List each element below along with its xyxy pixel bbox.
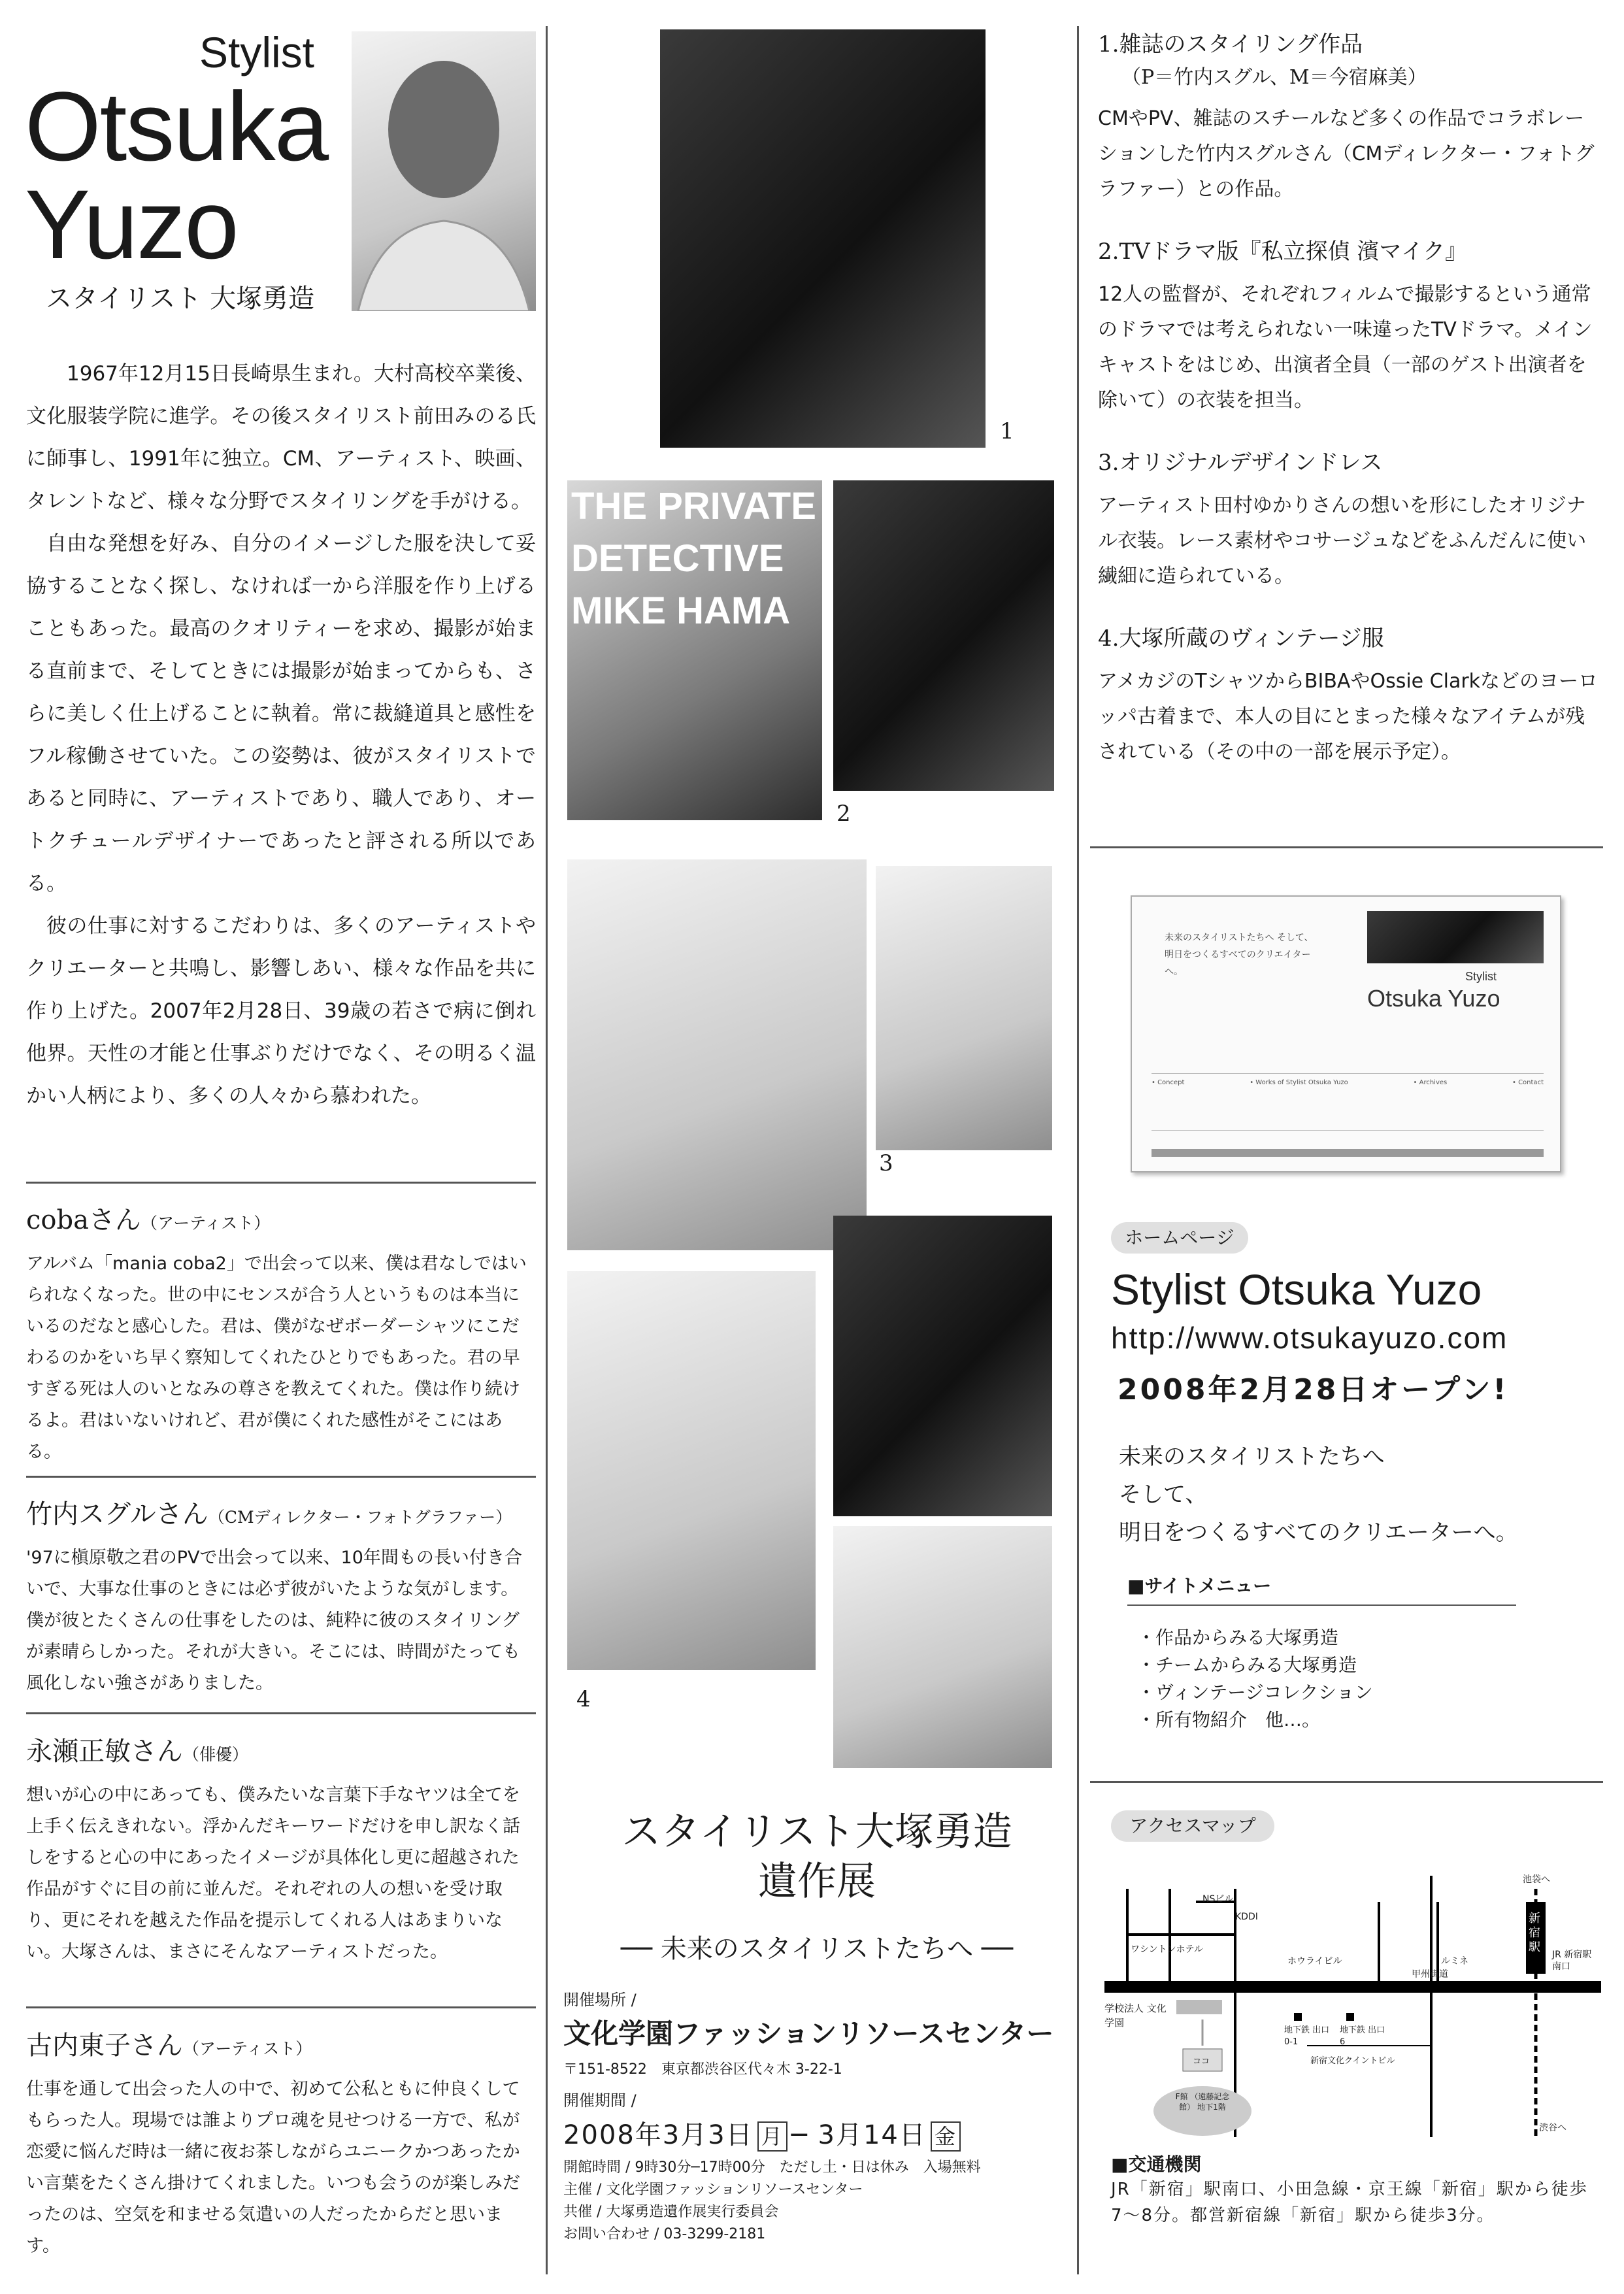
photo-4-coat bbox=[567, 1271, 816, 1670]
comment-block bbox=[26, 1493, 536, 1699]
access-map bbox=[1104, 1863, 1601, 2144]
comment-role: （俳優） bbox=[183, 1745, 249, 1764]
map-label-bunka: 新宿文化クイントビル bbox=[1310, 2056, 1395, 2066]
portrait-silhouette-icon bbox=[352, 31, 536, 311]
poster-line: MIKE HAMA bbox=[571, 590, 791, 632]
site-banner-photo bbox=[1367, 911, 1544, 963]
photo-4-jacket bbox=[833, 1216, 1052, 1516]
contact: お問い合わせ / 03-3299-2181 bbox=[563, 2226, 766, 2242]
comment-divider bbox=[26, 1712, 536, 1714]
photo-1-magazine bbox=[660, 29, 986, 448]
work-item bbox=[1098, 233, 1601, 418]
access-label: アクセスマップ bbox=[1111, 1810, 1274, 1842]
menu-divider bbox=[1127, 1604, 1516, 1606]
comment-block bbox=[26, 1199, 536, 1468]
period-start: 2008年3月3日 bbox=[563, 2120, 754, 2150]
site-stylist: Stylist bbox=[1465, 970, 1497, 983]
venue-label: 開催場所 / bbox=[563, 1991, 637, 2009]
comment-block bbox=[26, 1731, 536, 1968]
day-box: 月 bbox=[757, 2121, 787, 2152]
site-menu-entry: ・所有物紹介 他…。 bbox=[1137, 1709, 1321, 1731]
work-heading: 2.TVドラマ版『私立探偵 濱マイク』 bbox=[1098, 239, 1468, 265]
site-menu-list bbox=[1137, 1624, 1373, 1734]
work-text: アーティスト田村ゆかりさんの想いを形にしたオリジナル衣装。レース素材やコサージュなどをふんだんに使い繊細に造られている。 bbox=[1098, 494, 1587, 588]
map-label-gakko: 学校法人 文化学園 bbox=[1104, 2003, 1167, 2029]
cosponsor: 共催 / 大塚勇造遺作展実行委員会 bbox=[563, 2204, 779, 2220]
site-tagline: 未来のスタイリストたちへ そして、 明日をつくるすべてのクリエイターへ。 bbox=[1165, 933, 1314, 977]
photo-number: 4 bbox=[576, 1686, 591, 1712]
period-dates bbox=[563, 2114, 1073, 2152]
photo-2-actor bbox=[833, 480, 1054, 791]
exhibition-title-line: 遺作展 bbox=[758, 1859, 876, 1904]
map-label-shinjuku: 新宿駅 bbox=[1529, 1912, 1540, 1954]
work-text: アメカジのTシャツからBIBAやOssie Clarkなどのヨーロッパ古着まで、本人の目にとまった様々なアイテムが残されている（その中の一部を展示予定）。 bbox=[1098, 670, 1599, 763]
map-label-exit6: 地下鉄 出口 6 bbox=[1340, 2025, 1385, 2047]
stylist-label: Stylist bbox=[199, 28, 315, 76]
portrait-photo bbox=[352, 31, 536, 311]
map-label-ikebukuro: 池袋へ bbox=[1523, 1874, 1550, 1885]
photo-number: 2 bbox=[837, 801, 851, 827]
organizer: 主催 / 文化学園ファッションリソースセンター bbox=[563, 2182, 863, 2198]
work-item bbox=[1098, 26, 1601, 207]
site-menu-item: • Contact bbox=[1512, 1079, 1544, 1086]
comment-role: （アーティスト） bbox=[141, 1214, 271, 1233]
bio-text bbox=[26, 353, 536, 1118]
transport-text: JR「新宿」駅南口、小田急線・京王線「新宿」駅から徒歩7〜8分。都営新宿線「新宿」駅から徒歩3分。 bbox=[1111, 2180, 1588, 2225]
site-menu-title: ■サイトメニュー bbox=[1127, 1575, 1272, 1597]
exhibition-title-line: スタイリスト大塚勇造 bbox=[621, 1809, 1012, 1855]
photo-4-blouse bbox=[833, 1526, 1052, 1768]
work-sub: （P＝竹内スグル、M＝今宿麻美） bbox=[1121, 66, 1427, 89]
message-line: 明日をつくるすべてのクリエーターへ。 bbox=[1119, 1520, 1518, 1546]
exhibition-details bbox=[563, 1987, 1073, 2246]
message-line: そして、 bbox=[1119, 1482, 1208, 1508]
site-menu-item: • Works of Stylist Otsuka Yuzo bbox=[1250, 1079, 1348, 1086]
hours: 開館時間 / 9時30分─17時00分 ただし土・日は休み 入場無料 bbox=[563, 2159, 981, 2176]
venue-name: 文化学園ファッションリソースセンター bbox=[563, 2018, 1054, 2050]
bio-paragraph: 自由な発想を好み、自分のイメージした服を決して妥協することなく探し、なければ一から洋服を作り上げることもあった。最高のクオリティーを求め、撮影が始まる直前まで、そしてときには撮影が始まってからも、さらに美しく仕上げることに執着。常に裁縫道具と感性をフル稼働させていた。この姿勢は、彼がスタイリストであると同時に、アーティストであり、職人であり、オートクチュールデザイナーであったと評される所以である。 bbox=[26, 532, 536, 895]
work-heading: 3.オリジナルデザインドレス bbox=[1098, 450, 1383, 476]
poster-line: DETECTIVE bbox=[571, 537, 784, 580]
poster-title bbox=[571, 480, 816, 637]
comment-text: '97に槇原敬之君のPVで出会って以来、10年間もの長い付き合いで、大事な仕事のときには必ず彼がいたような気がします。僕が彼とたくさんの仕事をしたのは、純粋に彼のスタイリングが素晴らしかった。それが大きい。そこには、時間がたっても風化しない強さがありました。 bbox=[26, 1548, 522, 1693]
bio-paragraph: 彼の仕事に対するこだわりは、多くのアーティストやクリエーターと共鳴し、影響しあい、様々な作品を共に作り上げた。2007年2月28日、39歳の若さで病に倒れ他界。天性の才能と仕事ぶりだけでなく、その明るく温かい人柄により、多くの人々から慕われた。 bbox=[26, 914, 536, 1108]
map-label-shibuya: 渋谷へ bbox=[1539, 2123, 1566, 2133]
website-screenshot bbox=[1131, 895, 1561, 1172]
divider-right bbox=[1077, 26, 1079, 2274]
map-label-exit01: 地下鉄 出口 0-1 bbox=[1284, 2025, 1330, 2047]
poster-line: THE PRIVATE bbox=[571, 485, 816, 527]
site-menu bbox=[1152, 1073, 1544, 1131]
transport-title: ■交通機関 bbox=[1111, 2153, 1202, 2175]
period-end: ─ 3月14日 bbox=[791, 2120, 927, 2150]
map-label-f: F館 （遠藤記念館） 地下1階 bbox=[1175, 2092, 1230, 2112]
map-label-hoiku: ホウライビル bbox=[1287, 1956, 1342, 1967]
message-line: 未来のスタイリストたちへ bbox=[1119, 1444, 1385, 1470]
name-line2: Yuzo bbox=[25, 169, 238, 279]
comment-role: （CMディレクター・フォトグラファー） bbox=[208, 1508, 512, 1527]
exhibition-subtitle: ── 未来のスタイリストたちへ ── bbox=[620, 1934, 1014, 1964]
work-item bbox=[1098, 620, 1601, 770]
venue-address: 〒151-8522 東京都渋谷区代々木 3-22-1 bbox=[563, 2061, 842, 2078]
photo-2-poster bbox=[567, 480, 822, 820]
homepage-message bbox=[1119, 1438, 1518, 1552]
photo-number: 1 bbox=[1000, 418, 1014, 444]
map-label-jr-south: JR 新宿駅 南口 bbox=[1552, 1950, 1592, 1972]
site-footer-bar bbox=[1152, 1149, 1544, 1157]
map-label-ns: NSビル bbox=[1202, 1894, 1234, 1904]
work-heading: 4.大塚所蔵のヴィンテージ服 bbox=[1098, 625, 1384, 652]
day-box: 金 bbox=[931, 2121, 961, 2152]
comment-text: アルバム「mania coba2」で出会って以来、僕は君なしではいられなくなった。世の中にセンスが合う人というものは本当にいるのだなと感心した。君は、僕がなぜボーダーシャツにこだわるのかをいち早く察知してくれたひとりでもあった。君の早すぎる死は人のいとなみの尊さを教えてくれた。僕は作り続けるよ。君はいないけれど、君が僕にくれた感性がそこにはある。 bbox=[26, 1254, 527, 1462]
homepage-label: ホームページ bbox=[1111, 1222, 1248, 1254]
homepage-title: Stylist Otsuka Yuzo bbox=[1111, 1265, 1482, 1314]
bio-paragraph: 1967年12月15日長崎県生まれ。大村高校卒業後、文化服装学院に進学。その後スタイリスト前田みのる氏に師事し、1991年に独立。CM、アーティスト、映画、タレントなど、様々な分野でスタイリングを手がける。 bbox=[26, 362, 536, 513]
comment-text: 想いが心の中にあっても、僕みたいな言葉下手なヤツは全てを上手く伝えきれない。浮かんだキーワードだけを申し訳なく話しをすると心の中にあったイメージが具体化し更に超越された作品がすぐに目の前に並んだ。それぞれの人の想いを受け取り、更にそれを越えた作品を提示してくれる人はあまりいない。大塚さんは、まさにそんなアーティストだった。 bbox=[26, 1785, 520, 1962]
site-menu-entry: ・ヴィンテージコレクション bbox=[1137, 1682, 1373, 1703]
period-label: 開催期間 / bbox=[563, 2091, 637, 2110]
exhibition-title bbox=[562, 1807, 1072, 1906]
name-line1: Otsuka bbox=[25, 71, 328, 181]
works-list bbox=[1098, 26, 1601, 770]
photo-number: 3 bbox=[879, 1150, 893, 1176]
photo-3-dress-chair bbox=[567, 859, 867, 1250]
comment-divider bbox=[26, 2006, 536, 2008]
work-item bbox=[1098, 444, 1601, 594]
comment-author: 竹内スグルさん bbox=[26, 1499, 208, 1529]
map-label-koko: ココ bbox=[1193, 2057, 1210, 2067]
homepage-open-date: 2008年2月28日オープン! bbox=[1118, 1373, 1509, 1406]
work-heading: 1.雑誌のスタイリング作品 bbox=[1098, 31, 1363, 58]
comment-author: cobaさん bbox=[26, 1205, 141, 1235]
divider-left bbox=[546, 26, 548, 2274]
map-label-lumine: ルミネ bbox=[1441, 1956, 1468, 1967]
comment-text: 仕事を通して出会った人の中で、初めて公私ともに仲良くしてもらった人。現場では誰よりプロ魂を見せつける一方で、私が恋愛に悩んだ時は一緒に夜お茶しながらユニークかつあったかい言葉をたくさん掛けてくれました。いつも会うのが楽しみだったのは、空気を和ませる気遣いの人だったからだと思います。 bbox=[26, 2079, 520, 2256]
comment-role: （アーティスト） bbox=[183, 2039, 312, 2058]
section-divider bbox=[1090, 846, 1603, 848]
homepage-url[interactable]: http://www.otsukayuzo.com bbox=[1111, 1321, 1508, 1355]
comment-author: 古内東子さん bbox=[26, 2031, 183, 2061]
comment-divider bbox=[26, 1476, 536, 1478]
photo-3-dress-standing bbox=[876, 866, 1052, 1150]
map-label-washington: ワシントンホテル bbox=[1131, 1944, 1203, 1955]
site-menu-item: • Concept bbox=[1152, 1079, 1185, 1086]
comment-divider bbox=[26, 1182, 536, 1184]
site-menu-entry: ・作品からみる大塚勇造 bbox=[1137, 1627, 1339, 1648]
map-label-kddi: KDDI bbox=[1235, 1912, 1258, 1922]
name-japanese: スタイリスト 大塚勇造 bbox=[46, 284, 315, 314]
section-divider bbox=[1090, 1781, 1603, 1783]
site-menu-entry: ・チームからみる大塚勇造 bbox=[1137, 1654, 1357, 1676]
work-text: 12人の監督が、それぞれフィルムで撮影するという通常のドラマでは考えられない一味違ったTVドラマ。メインキャストをはじめ、出演者全員（一部のゲスト出演者を除いて）の衣装を担当。 bbox=[1098, 283, 1593, 412]
map-label-koshu: 甲州街道 bbox=[1412, 1969, 1448, 1980]
site-menu-item: • Archives bbox=[1413, 1079, 1448, 1086]
comment-block bbox=[26, 2025, 536, 2262]
work-text: CMやPV、雑誌のスチールなど多くの作品でコラボレーションした竹内スグルさん（CMディレクター・フォトグラファー）との作品。 bbox=[1098, 107, 1595, 201]
comment-author: 永瀬正敏さん bbox=[26, 1737, 183, 1767]
site-name: Otsuka Yuzo bbox=[1367, 985, 1500, 1012]
